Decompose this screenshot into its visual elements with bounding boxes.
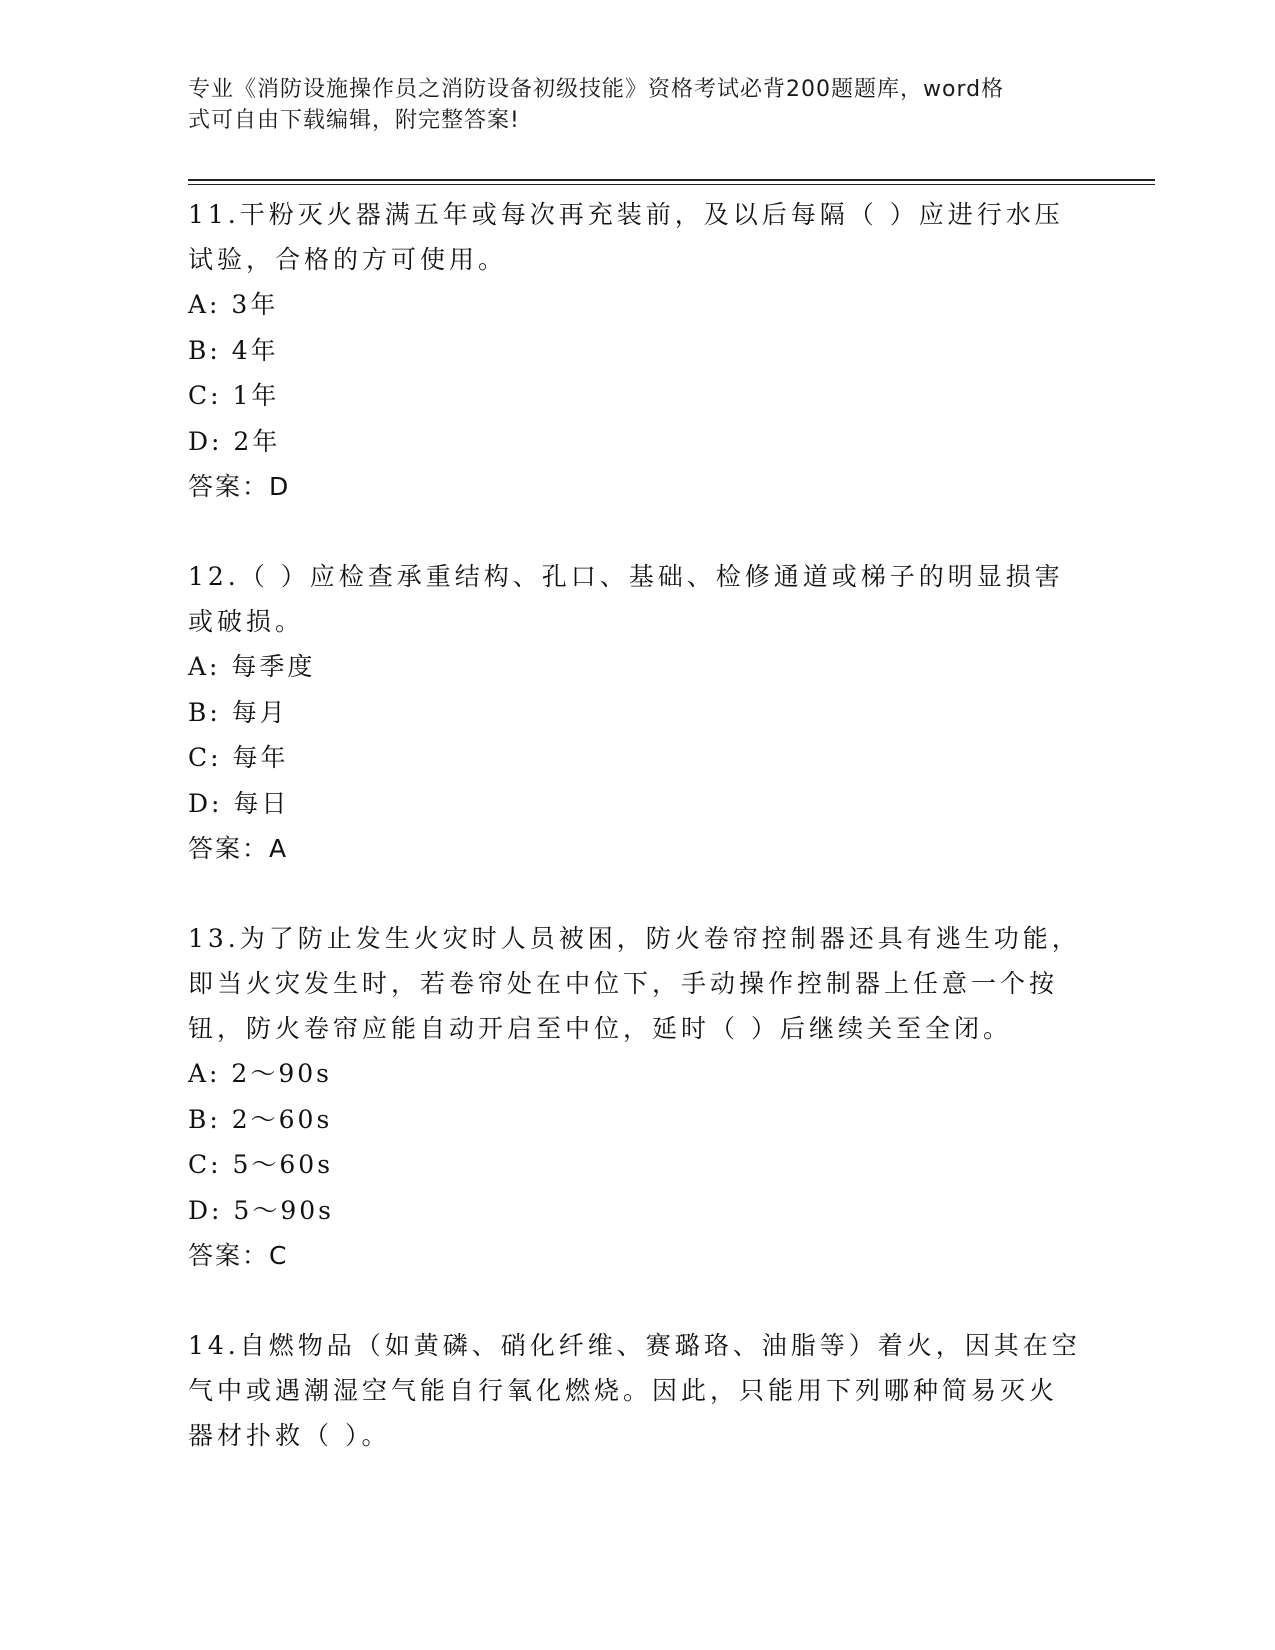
question-spacer xyxy=(188,871,1088,916)
option-d: D: 每日 xyxy=(188,788,290,818)
question-12 xyxy=(188,554,1088,871)
question-list xyxy=(188,192,1088,1458)
option-c: C: 1年 xyxy=(188,381,280,410)
header-line-1: 专业《消防设施操作员之消防设备初级技能》资格考试必背200题题库，word格 xyxy=(188,77,1005,102)
header-divider-thin xyxy=(188,184,1155,185)
option-a: A: 2～90s xyxy=(188,1059,332,1088)
question-11 xyxy=(188,192,1088,509)
question-stem-line: 或破损。 xyxy=(188,607,305,636)
option-a: A: 每季度 xyxy=(188,652,316,681)
question-stem-line: 即当火灾发生时，若卷帘处在中位下，手动操作控制器上任意一个按 xyxy=(188,969,1059,998)
question-stem-line: 气中或遇潮湿空气能自行氧化燃烧。因此，只能用下列哪种简易灭火 xyxy=(188,1376,1059,1405)
option-a: A: 3年 xyxy=(188,290,279,319)
header-line-2: 式可自由下载编辑，附完整答案! xyxy=(188,108,520,133)
question-13 xyxy=(188,916,1088,1278)
question-stem-line: 12.（ ）应检查承重结构、孔口、基础、检修通道或梯子的明显损害 xyxy=(188,562,1064,591)
option-d: D: 2年 xyxy=(188,426,281,456)
question-stem-line: 13.为了防止发生火灾时人员被困，防火卷帘控制器还具有逃生功能， xyxy=(188,924,1081,953)
question-stem-line: 14.自燃物品（如黄磷、硝化纤维、赛璐珞、油脂等）着火，因其在空 xyxy=(188,1331,1081,1360)
question-stem-line: 器材扑救（ ）。 xyxy=(188,1421,391,1450)
question-spacer xyxy=(188,1278,1088,1323)
question-14 xyxy=(188,1323,1088,1458)
answer-line: 答案：D xyxy=(188,472,291,501)
option-c: C: 5～60s xyxy=(188,1150,334,1179)
answer-line: 答案：A xyxy=(188,834,289,863)
option-b: B: 2～60s xyxy=(188,1104,333,1134)
question-stem-line: 钮，防火卷帘应能自动开启至中位，延时（ ）后继续关至全闭。 xyxy=(188,1014,1012,1043)
document-header xyxy=(188,74,1088,136)
option-c: C: 每年 xyxy=(188,743,289,772)
question-spacer xyxy=(188,509,1088,554)
question-stem-line: 试验，合格的方可使用。 xyxy=(188,245,508,274)
option-b: B: 每月 xyxy=(188,697,288,727)
answer-line: 答案：C xyxy=(188,1241,289,1270)
question-stem-line: 11.干粉灭火器满五年或每次再充装前，及以后每隔（ ）应进行水压 xyxy=(188,200,1064,229)
header-divider-thick xyxy=(188,179,1155,181)
option-d: D: 5～90s xyxy=(188,1195,334,1225)
option-b: B: 4年 xyxy=(188,335,279,365)
